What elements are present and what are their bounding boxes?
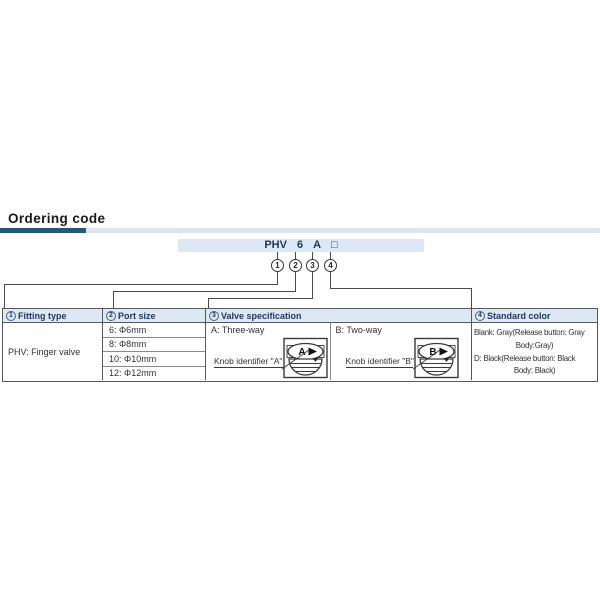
code-part-port-size: 6 bbox=[296, 239, 304, 251]
cell-standard-color bbox=[472, 323, 597, 380]
code-part-series: PHV bbox=[264, 239, 287, 251]
knob-a-illustration-icon bbox=[282, 336, 330, 380]
port-size-row: 12: Φ12mm bbox=[109, 368, 157, 379]
connector-line-2 bbox=[113, 291, 296, 292]
port-size-row: 10: Φ10mm bbox=[103, 352, 205, 367]
valve-spec-b-label: B: Two-way bbox=[335, 325, 382, 335]
port-size-row: 6: Φ6mm bbox=[103, 323, 205, 338]
order-code-banner bbox=[178, 239, 424, 252]
valve-spec-a-cell bbox=[206, 323, 331, 380]
callout-circle-1: 1 bbox=[271, 259, 284, 272]
column-header-label: Valve specification bbox=[221, 310, 302, 321]
page-title: Ordering code bbox=[8, 211, 106, 226]
ordering-table bbox=[2, 308, 598, 382]
knob-letter: A bbox=[298, 347, 306, 358]
circled-number-4-icon: 4 bbox=[475, 311, 485, 321]
cell-port-size bbox=[103, 323, 206, 380]
table-header-row bbox=[3, 309, 597, 323]
standard-color-line: Body:Gray) bbox=[515, 340, 554, 350]
column-header-fitting-type bbox=[3, 309, 103, 322]
column-header-valve-specification bbox=[206, 309, 472, 322]
column-header-label: Fitting type bbox=[18, 310, 67, 321]
code-part-valve-spec: A bbox=[313, 239, 322, 251]
column-header-standard-color bbox=[472, 309, 597, 322]
title-underline-dark-bar bbox=[0, 228, 86, 233]
port-size-row: 8: Φ8mm bbox=[103, 338, 205, 353]
connector-line-3 bbox=[208, 298, 313, 299]
code-part-color-placeholder-box: □ bbox=[331, 239, 338, 251]
table-body bbox=[3, 323, 597, 380]
column-header-label: Standard color bbox=[487, 310, 551, 321]
cell-valve-specification bbox=[206, 323, 472, 380]
connector-line-1 bbox=[4, 284, 5, 308]
standard-color-line: Blank: Gray(Release button: Gray bbox=[474, 328, 585, 337]
standard-color-line: Body: Black) bbox=[513, 366, 556, 376]
title-underline-light-bar bbox=[86, 228, 600, 233]
connector-line-1 bbox=[4, 284, 278, 285]
knob-letter: B bbox=[428, 347, 437, 358]
callout-circle-3: 3 bbox=[306, 259, 319, 272]
knob-identifier-a-label: Knob identifier "A" bbox=[214, 356, 283, 366]
knob-b-illustration-icon bbox=[413, 336, 461, 380]
connector-line-3 bbox=[208, 298, 209, 308]
fitting-type-value: PHV: Finger valve bbox=[8, 346, 81, 357]
circled-number-3-icon: 3 bbox=[209, 311, 219, 321]
column-header-label: Port size bbox=[118, 310, 156, 321]
connector-line-4 bbox=[330, 288, 471, 289]
connector-line-4 bbox=[471, 288, 472, 308]
circled-number-2-icon: 2 bbox=[106, 311, 116, 321]
column-header-port-size bbox=[103, 309, 206, 322]
valve-spec-b-cell bbox=[331, 323, 471, 380]
valve-spec-a-label: A: Three-way bbox=[211, 325, 265, 335]
knob-identifier-b-label: Knob identifier "B" bbox=[345, 356, 414, 366]
connector-line-2 bbox=[295, 272, 296, 291]
connector-line-3 bbox=[312, 272, 313, 298]
connector-line-4 bbox=[330, 272, 331, 288]
callout-circle-4: 4 bbox=[324, 259, 337, 272]
standard-color-line: D: Black(Release button: Black bbox=[474, 353, 576, 363]
circled-number-1-icon: 1 bbox=[6, 311, 16, 321]
callout-circle-2: 2 bbox=[289, 259, 302, 272]
cell-fitting-type bbox=[3, 323, 103, 380]
connector-line-2 bbox=[113, 291, 114, 308]
connector-line-1 bbox=[277, 272, 278, 284]
